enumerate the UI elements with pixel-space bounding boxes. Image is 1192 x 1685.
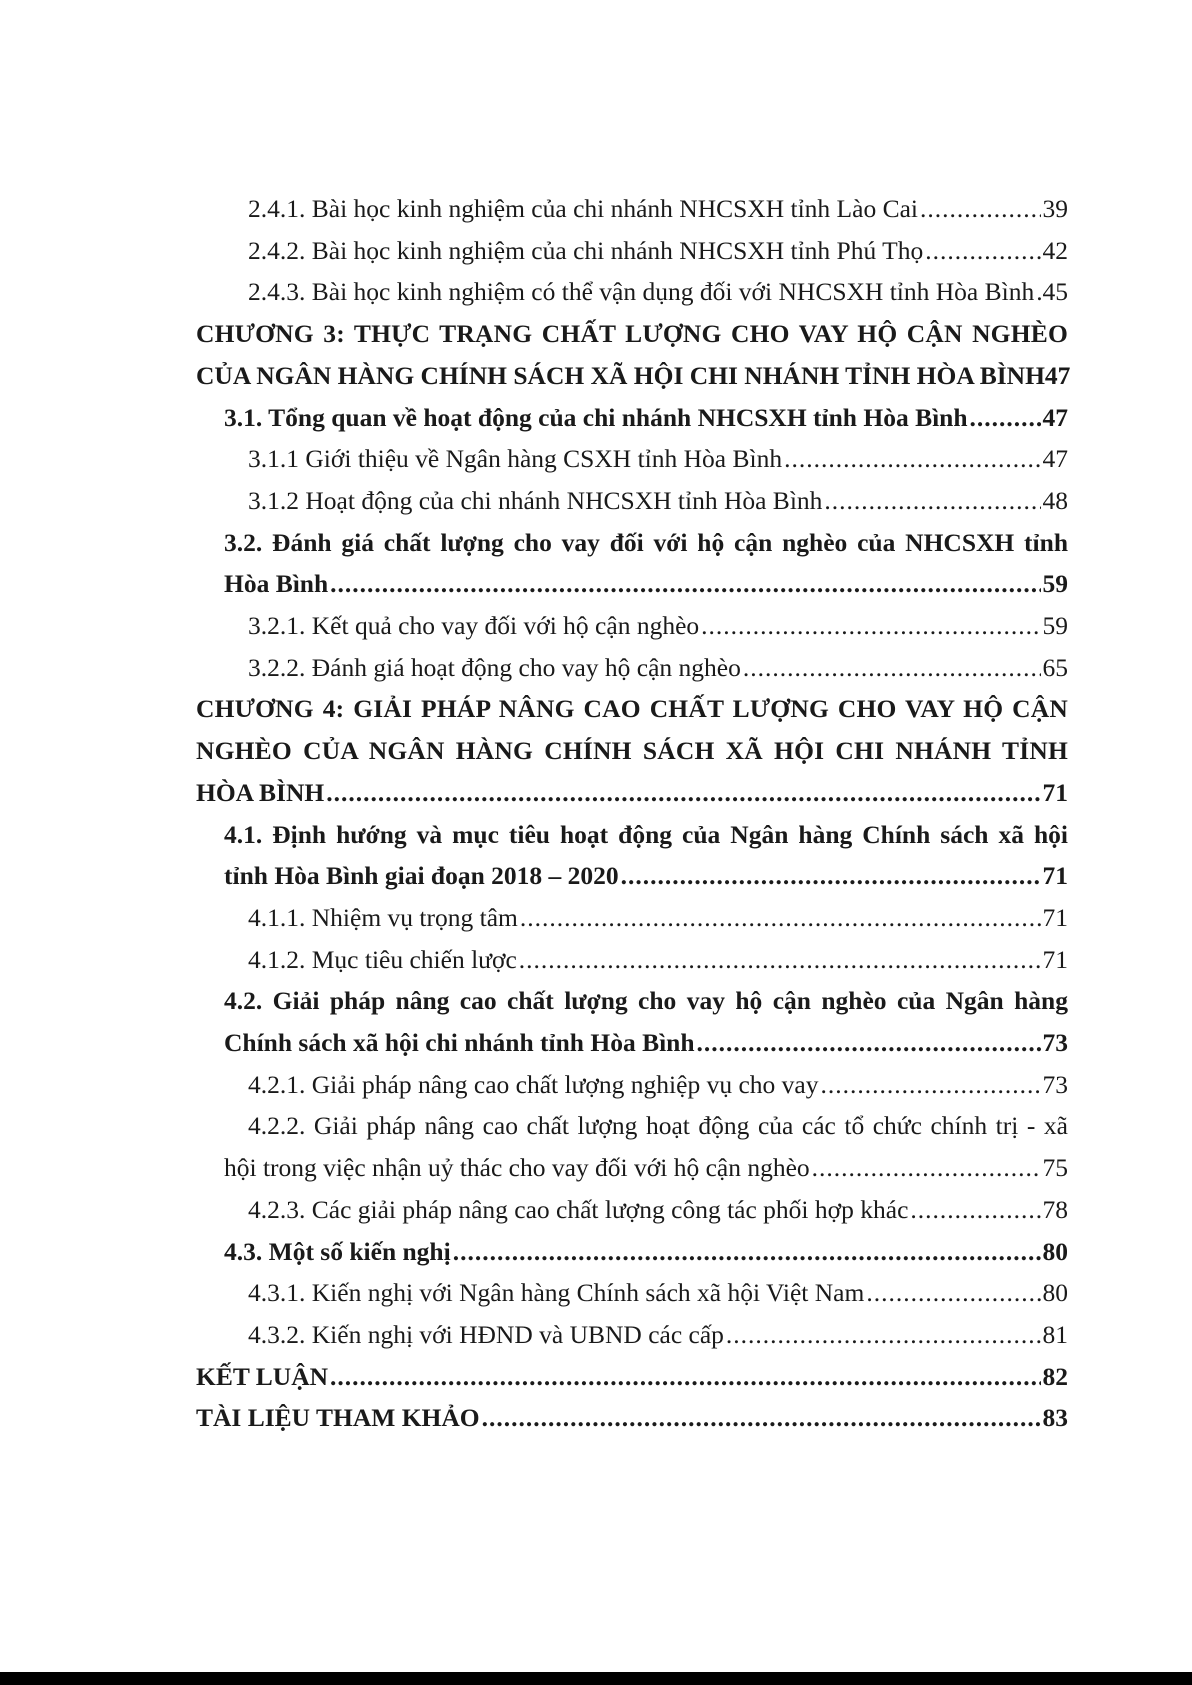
- toc-page-number: 75: [1042, 1153, 1068, 1183]
- toc-entry-title: TÀI LIỆU THAM KHẢO: [196, 1403, 480, 1433]
- toc-entry-4-1-1[interactable]: [196, 897, 1068, 939]
- toc-page-number: 83: [1042, 1403, 1068, 1433]
- toc-page-number: 48: [1042, 485, 1068, 515]
- toc-entry-4-1-2[interactable]: [196, 939, 1068, 981]
- toc-entry-4-3-1[interactable]: [196, 1272, 1068, 1314]
- toc-entry-3-1-1[interactable]: [196, 438, 1068, 480]
- toc-entry-title: 4.1.1. Nhiệm vụ trọng tâm: [248, 902, 518, 932]
- toc-page-number: 71: [1042, 944, 1068, 974]
- toc-entry-title-line: 4.1. Định hướng và mục tiêu hoạt động của Ngân hàng Chính sách xã hội: [224, 819, 1068, 849]
- toc-entry-title-line: Chính sách xã hội chi nhánh tỉnh Hòa Bình: [224, 1028, 695, 1058]
- dot-leader: [866, 1272, 1040, 1314]
- toc-entry-title-line: Hòa Bình: [224, 569, 329, 599]
- toc-page-number: 45: [1042, 277, 1068, 307]
- toc-page-number: 81: [1042, 1319, 1068, 1349]
- toc-chapter-title-line: CHƯƠNG 3: THỰC TRẠNG CHẤT LƯỢNG CHO VAY HỘ CẬN NGHÈO: [196, 319, 1068, 349]
- toc-page-number: 73: [1042, 1069, 1068, 1099]
- toc-entry-title: 2.4.3. Bài học kinh nghiệm có thể vận dụng đối với NHCSXH tỉnh Hòa Bình: [248, 277, 1035, 307]
- dot-leader: [970, 397, 1041, 439]
- toc-page-number: 71: [1042, 861, 1068, 891]
- toc-entry-title: 4.1.2. Mục tiêu chiến lược: [248, 944, 517, 974]
- toc-page-number: 47: [1042, 444, 1068, 474]
- toc-entry-4-2-2[interactable]: [196, 1105, 1068, 1188]
- toc-chapter-3[interactable]: [196, 313, 1071, 396]
- toc-entry-title: 2.4.2. Bài học kinh nghiệm của chi nhánh NHCSXH tỉnh Phú Thọ: [248, 235, 924, 265]
- toc-entry-title-line: 4.2. Giải pháp nâng cao chất lượng cho vay hộ cận nghèo của Ngân hàng: [224, 986, 1068, 1016]
- toc-entry-title: 3.1. Tổng quan về hoạt động của chi nhánh NHCSXH tỉnh Hòa Bình: [224, 402, 968, 432]
- toc-page-number: 39: [1042, 194, 1068, 223]
- toc-entry-4-2-1[interactable]: [196, 1064, 1068, 1106]
- dot-leader: [743, 647, 1041, 689]
- toc-chapter-4[interactable]: [196, 688, 1068, 813]
- toc-page-number: 80: [1042, 1236, 1068, 1266]
- toc-entry-3-2-1[interactable]: [196, 605, 1068, 647]
- dot-leader: [453, 1231, 1041, 1273]
- toc-entry-title-line: 3.2. Đánh giá chất lượng cho vay đối với hộ cận nghèo của NHCSXH tỉnh: [224, 527, 1068, 557]
- dot-leader: [824, 480, 1040, 522]
- toc-page-number: 42: [1042, 235, 1068, 265]
- toc-entry-title: 3.1.1 Giới thiệu về Ngân hàng CSXH tỉnh Hòa Bình: [248, 444, 783, 474]
- dot-leader: [812, 1147, 1041, 1189]
- toc-entry-4-2-3[interactable]: [196, 1189, 1068, 1231]
- table-of-contents: [196, 188, 1071, 1439]
- dot-leader: [726, 1314, 1041, 1356]
- toc-page-number: 59: [1042, 611, 1068, 641]
- toc-chapter-title-line: CỦA NGÂN HÀNG CHÍNH SÁCH XÃ HỘI CHI NHÁNH TỈNH HÒA BÌNH: [196, 360, 1045, 390]
- toc-chapter-title-line: CHƯƠNG 4: GIẢI PHÁP NÂNG CAO CHẤT LƯỢNG CHO VAY HỘ CẬN: [196, 694, 1068, 724]
- toc-chapter-title-line: NGHÈO CỦA NGÂN HÀNG CHÍNH SÁCH XÃ HỘI CHI NHÁNH TỈNH: [196, 736, 1068, 766]
- dot-leader: [697, 1022, 1041, 1064]
- toc-entry-title: 3.2.2. Đánh giá hoạt động cho vay hộ cận nghèo: [248, 652, 741, 682]
- toc-page-number: 47: [1044, 360, 1071, 390]
- toc-entry-3-1-2[interactable]: [196, 480, 1068, 522]
- toc-page-number: 82: [1042, 1361, 1068, 1391]
- toc-entry-title: 3.1.2 Hoạt động của chi nhánh NHCSXH tỉnh Hòa Bình: [248, 485, 823, 515]
- dot-leader: [326, 772, 1040, 814]
- toc-entry-title: KẾT LUẬN: [196, 1361, 329, 1391]
- dot-leader: [621, 855, 1041, 897]
- toc-page-number: 78: [1042, 1194, 1068, 1224]
- toc-page-number: 80: [1042, 1278, 1068, 1308]
- toc-entry-4-3-2[interactable]: [196, 1314, 1068, 1356]
- toc-entry-title: 4.3.2. Kiến nghị với HĐND và UBND các cấp: [248, 1319, 724, 1349]
- toc-page-number: 71: [1042, 902, 1068, 932]
- toc-entry-title: 4.3.1. Kiến nghị với Ngân hàng Chính sách xã hội Việt Nam: [248, 1278, 865, 1308]
- dot-leader: [925, 230, 1040, 272]
- toc-entry-references[interactable]: [196, 1397, 1068, 1439]
- dot-leader: [520, 897, 1041, 939]
- dot-leader: [920, 188, 1041, 230]
- dot-leader: [330, 563, 1040, 605]
- toc-entry-title: 4.3. Một số kiến nghị: [224, 1236, 451, 1266]
- toc-entry-title-line: tỉnh Hòa Bình giai đoạn 2018 – 2020: [224, 861, 619, 891]
- toc-page-number: 73: [1042, 1028, 1068, 1058]
- toc-entry-2-4-3[interactable]: [196, 271, 1068, 313]
- dot-leader: [1036, 271, 1040, 313]
- toc-entry-4-1[interactable]: [196, 814, 1068, 897]
- toc-entry-2-4-2[interactable]: [196, 230, 1068, 272]
- toc-entry-4-3[interactable]: [196, 1231, 1068, 1273]
- toc-entry-title: 4.2.3. Các giải pháp nâng cao chất lượng công tác phối hợp khác: [248, 1194, 909, 1224]
- dot-leader: [482, 1397, 1041, 1439]
- toc-page-number: 71: [1042, 777, 1068, 807]
- toc-page-number: 47: [1042, 402, 1068, 432]
- dot-leader: [784, 438, 1040, 480]
- toc-entry-conclusion[interactable]: [196, 1356, 1068, 1398]
- toc-entry-title: 3.2.1. Kết quả cho vay đối với hộ cận nghèo: [248, 611, 700, 641]
- toc-page-number: 59: [1042, 569, 1068, 599]
- dot-leader: [701, 605, 1040, 647]
- toc-entry-4-2[interactable]: [196, 980, 1068, 1063]
- toc-page-number: 65: [1042, 652, 1068, 682]
- toc-entry-title-line: 4.2.2. Giải pháp nâng cao chất lượng hoạt động của các tổ chức chính trị - xã: [248, 1111, 1068, 1141]
- toc-chapter-title-line: HÒA BÌNH: [196, 777, 325, 807]
- toc-entry-title: 2.4.1. Bài học kinh nghiệm của chi nhánh NHCSXH tỉnh Lào Cai: [248, 194, 918, 223]
- bottom-edge-bar: [0, 1672, 1192, 1685]
- toc-entry-3-2-2[interactable]: [196, 647, 1068, 689]
- toc-entry-title: 4.2.1. Giải pháp nâng cao chất lượng nghiệp vụ cho vay: [248, 1069, 819, 1099]
- toc-entry-title-line: hội trong việc nhận uỷ thác cho vay đối với hộ cận nghèo: [224, 1153, 810, 1183]
- toc-entry-3-1[interactable]: [196, 397, 1068, 439]
- toc-entry-2-4-1[interactable]: [196, 188, 1068, 230]
- dot-leader: [519, 939, 1041, 981]
- toc-entry-3-2[interactable]: [196, 522, 1068, 605]
- dot-leader: [820, 1064, 1040, 1106]
- dot-leader: [910, 1189, 1040, 1231]
- dot-leader: [330, 1356, 1040, 1398]
